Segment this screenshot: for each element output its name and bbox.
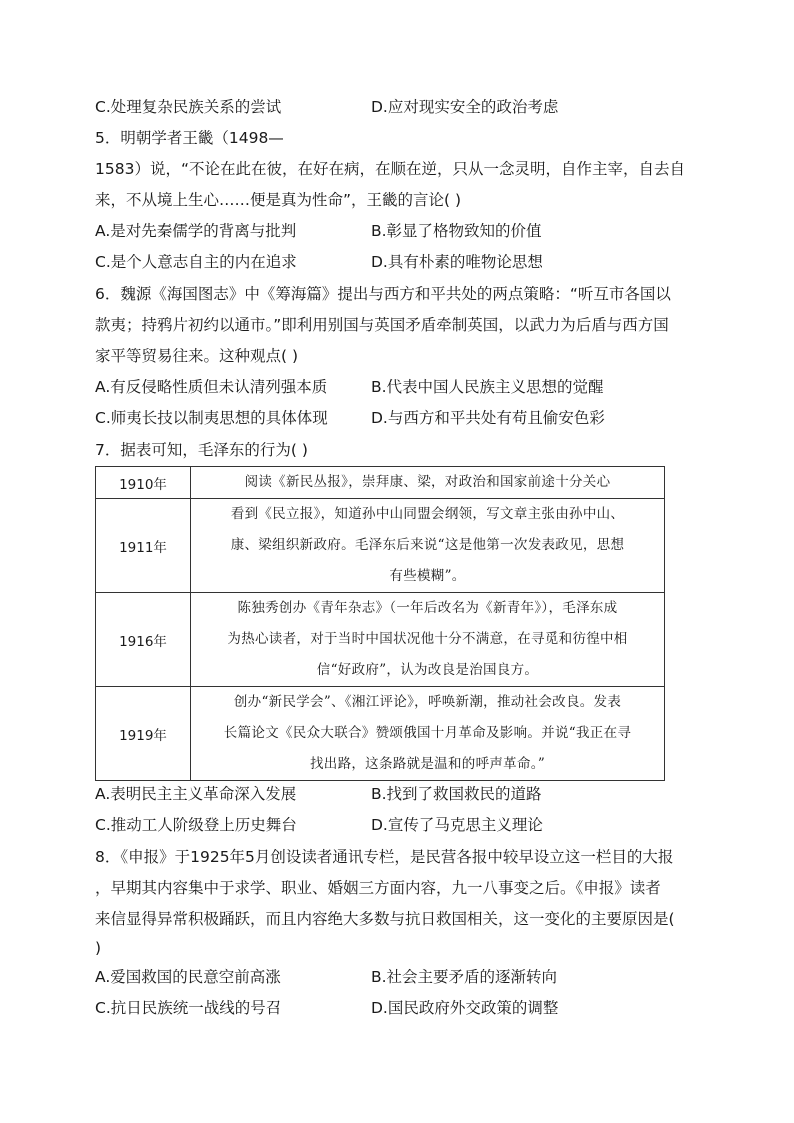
q7-option-d: D.宣传了马克思主义理论 <box>371 816 543 834</box>
table-year-cell: 1919年 <box>96 687 191 781</box>
table-desc-line: 创办“新民学会”、《湘江评论》，呼唤新潮，推动社会改良。发表 <box>233 694 622 710</box>
q8-option-c: C.抗日民族统一战线的号召 <box>95 999 282 1017</box>
table-desc-cell <box>191 467 665 499</box>
q6-option-d: D.与西方和平共处有苟且偷安色彩 <box>371 409 605 427</box>
table-desc-line: 找出路，这条路就是温和的呼声革命。” <box>309 756 546 772</box>
q8-option-d: D.国民政府外交政策的调整 <box>371 999 559 1017</box>
q8-option-a: A.爱国救国的民意空前高涨 <box>95 968 281 986</box>
q7-option-a: A.表明民主主义革命深入发展 <box>95 785 297 803</box>
q6-stem-line-3: 家平等贸易往来。这种观点( ) <box>95 347 299 365</box>
q8-stem-line-3: 来信显得异常积极踊跃，而且内容绝大多数与抗日救国相关，这一变化的主要原因是( <box>95 910 675 928</box>
table-desc-cell <box>191 499 665 593</box>
q6-option-a: A.有反侵略性质但未认清列强本质 <box>95 378 328 396</box>
table-year-cell: 1910年 <box>96 467 191 499</box>
q5-option-c: C.是个人意志自主的内在追求 <box>95 253 297 271</box>
history-table <box>95 466 665 781</box>
table-row <box>96 499 665 593</box>
q7-stem: 7．据表可知，毛泽东的行为( ) <box>95 441 308 459</box>
q5-stem-line-3: 来，不从境上生心……便是真为性命”，王畿的言论( ) <box>95 191 462 209</box>
table-row <box>96 687 665 781</box>
table-year-cell: 1911年 <box>96 499 191 593</box>
q4-option-c: C.处理复杂民族关系的尝试 <box>95 98 282 116</box>
q4-option-d: D.应对现实安全的政治考虑 <box>371 98 559 116</box>
q6-option-b: B.代表中国人民族主义思想的觉醒 <box>371 378 604 396</box>
q7-option-c: C.推动工人阶级登上历史舞台 <box>95 816 297 834</box>
q8-option-b: B.社会主要矛盾的逐渐转向 <box>371 968 558 986</box>
q5-option-d: D.具有朴素的唯物论思想 <box>371 253 543 271</box>
q8-stem-line-4: ) <box>95 939 102 957</box>
q5-option-b: B.彰显了格物致知的价值 <box>371 222 542 240</box>
q6-stem-line-1: 6．魏源《海国图志》中《筹海篇》提出与西方和平共处的两点策略：“听互市各国以 <box>95 285 671 303</box>
table-row <box>96 593 665 687</box>
q6-option-c: C.师夷长技以制夷思想的具体体现 <box>95 409 328 427</box>
table-desc-cell <box>191 593 665 687</box>
table-desc-line: 康、梁组织新政府。毛泽东后来说“这是他第一次发表政见，思想 <box>230 537 625 553</box>
table-desc-line: 有些模糊”。 <box>389 568 466 584</box>
table-desc-line: 为热心读者，对于当时中国状况他十分不满意，在寻觅和彷徨中相 <box>227 631 628 647</box>
table-desc-cell <box>191 687 665 781</box>
table-desc-line: 信“好政府”，认为改良是治国良方。 <box>316 662 539 678</box>
q6-stem-line-2: 款夷；持鸦片初约以通市。”即利用别国与英国矛盾牵制英国，以武力为后盾与西方国 <box>95 316 669 334</box>
table-desc-line: 阅读《新民丛报》，崇拜康、梁，对政治和国家前途十分关心 <box>244 474 611 490</box>
q7-option-b: B.找到了救国救民的道路 <box>371 785 542 803</box>
table-row <box>96 467 665 499</box>
q5-stem-line-1: 5．明朝学者王畿（1498— <box>95 129 284 147</box>
q8-stem-line-1: 8．《申报》于1925年5月创设读者通讯专栏，是民营各报中较早设立这一栏目的大报 <box>95 848 674 866</box>
table-year-cell: 1916年 <box>96 593 191 687</box>
table-desc-line: 陈独秀创办《青年杂志》（一年后改名为《新青年》），毛泽东成 <box>237 600 618 616</box>
q5-option-a: A.是对先秦儒学的背离与批判 <box>95 222 297 240</box>
table-desc-line: 长篇论文《民众大联合》赞颂俄国十月革命及影响。并说“我正在寻 <box>223 725 632 741</box>
q5-stem-line-2: 1583）说，“不论在此在彼，在好在病，在顺在逆，只从一念灵明，自作主宰，自去自 <box>95 160 685 178</box>
table-desc-line: 看到《民立报》，知道孙中山同盟会纲领，写文章主张由孙中山、 <box>230 506 625 522</box>
q8-stem-line-2: ，早期其内容集中于求学、职业、婚姻三方面内容，九一八事变之后。《申报》读者 <box>95 879 661 897</box>
